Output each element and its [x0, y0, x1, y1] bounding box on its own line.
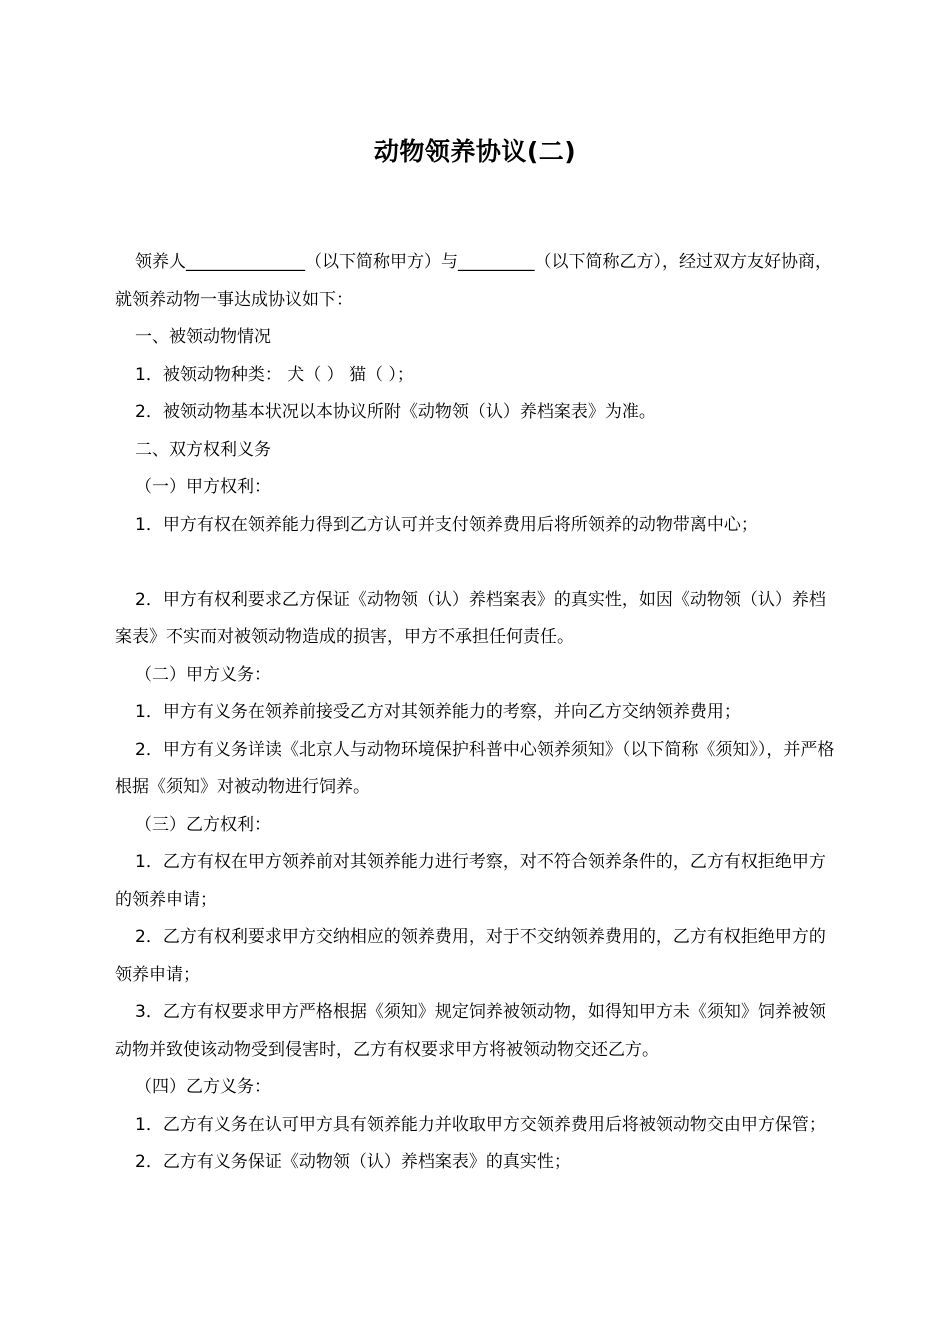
- clause-b-duties-2: 2．乙方有义务保证《动物领（认）养档案表》的真实性；: [135, 1152, 571, 1172]
- document-title: 动物领养协议(二): [373, 137, 577, 166]
- section-heading-1: 一、被领动物情况: [135, 327, 271, 347]
- clause-a-rights-2: 2．甲方有权利要求乙方保证《动物领（认）养档案表》的真实性，如因《动物领（认）养档案表》不实而对被领动物造成的损害，甲方不承担任何责任。: [115, 589, 826, 647]
- clause-b-duties-1: 1．乙方有义务在认可甲方具有领养能力并收取甲方交领养费用后将被领动物交由甲方保管；: [135, 1114, 826, 1135]
- clause-a-rights-1: 1．甲方有权在领养能力得到乙方认可并支付领养费用后将所领养的动物带离中心；: [135, 514, 758, 535]
- subsection-party-b-rights: （三）乙方权利：: [135, 814, 271, 835]
- clause-1-1: 1．被领动物种类： 犬（ ） 猫（ ）；: [135, 364, 414, 385]
- blank-line: [115, 544, 835, 582]
- clause-a-duties-2: 2．甲方有义务详读《北京人与动物环境保护科普中心领养须知》（以下简称《须知》），并严格根据《须知》对被动物进行饲养。: [115, 739, 835, 797]
- clause-a-duties-1: 1．甲方有义务在领养前接受乙方对其领养能力的考察，并向乙方交纳领养费用；: [135, 702, 741, 722]
- clause-b-rights-3: 3．乙方有权要求甲方严格根据《须知》规定饲养被领动物，如得知甲方未《须知》饲养被领动物并致使该动物受到侵害时，乙方有权要求甲方将被领动物交还乙方。: [115, 1002, 826, 1060]
- subsection-party-a-rights: （一）甲方权利：: [135, 477, 271, 497]
- clause-1-2: 2．被领动物基本状况以本协议所附《动物领（认）养档案表》为准。: [135, 402, 656, 422]
- clause-b-rights-2: 2．乙方有权利要求甲方交纳相应的领养费用，对于不交纳领养费用的，乙方有权拒绝甲方的领养申请；: [115, 927, 826, 985]
- subsection-party-b-duties: （四）乙方义务：: [135, 1077, 271, 1097]
- subsection-party-a-duties: （二）甲方义务：: [135, 664, 271, 685]
- document-body: [115, 244, 835, 1182]
- section-heading-2: 二、双方权利义务: [135, 439, 271, 460]
- clause-b-rights-1: 1．乙方有权在甲方领养前对其领养能力进行考察，对不符合领养条件的，乙方有权拒绝甲方的领养申请；: [115, 852, 826, 910]
- intro-paragraph: 领养人______________（以下简称甲方）与_________（以下简称乙方），经过双方友好协商，就领养动物一事达成协议如下：: [115, 252, 832, 310]
